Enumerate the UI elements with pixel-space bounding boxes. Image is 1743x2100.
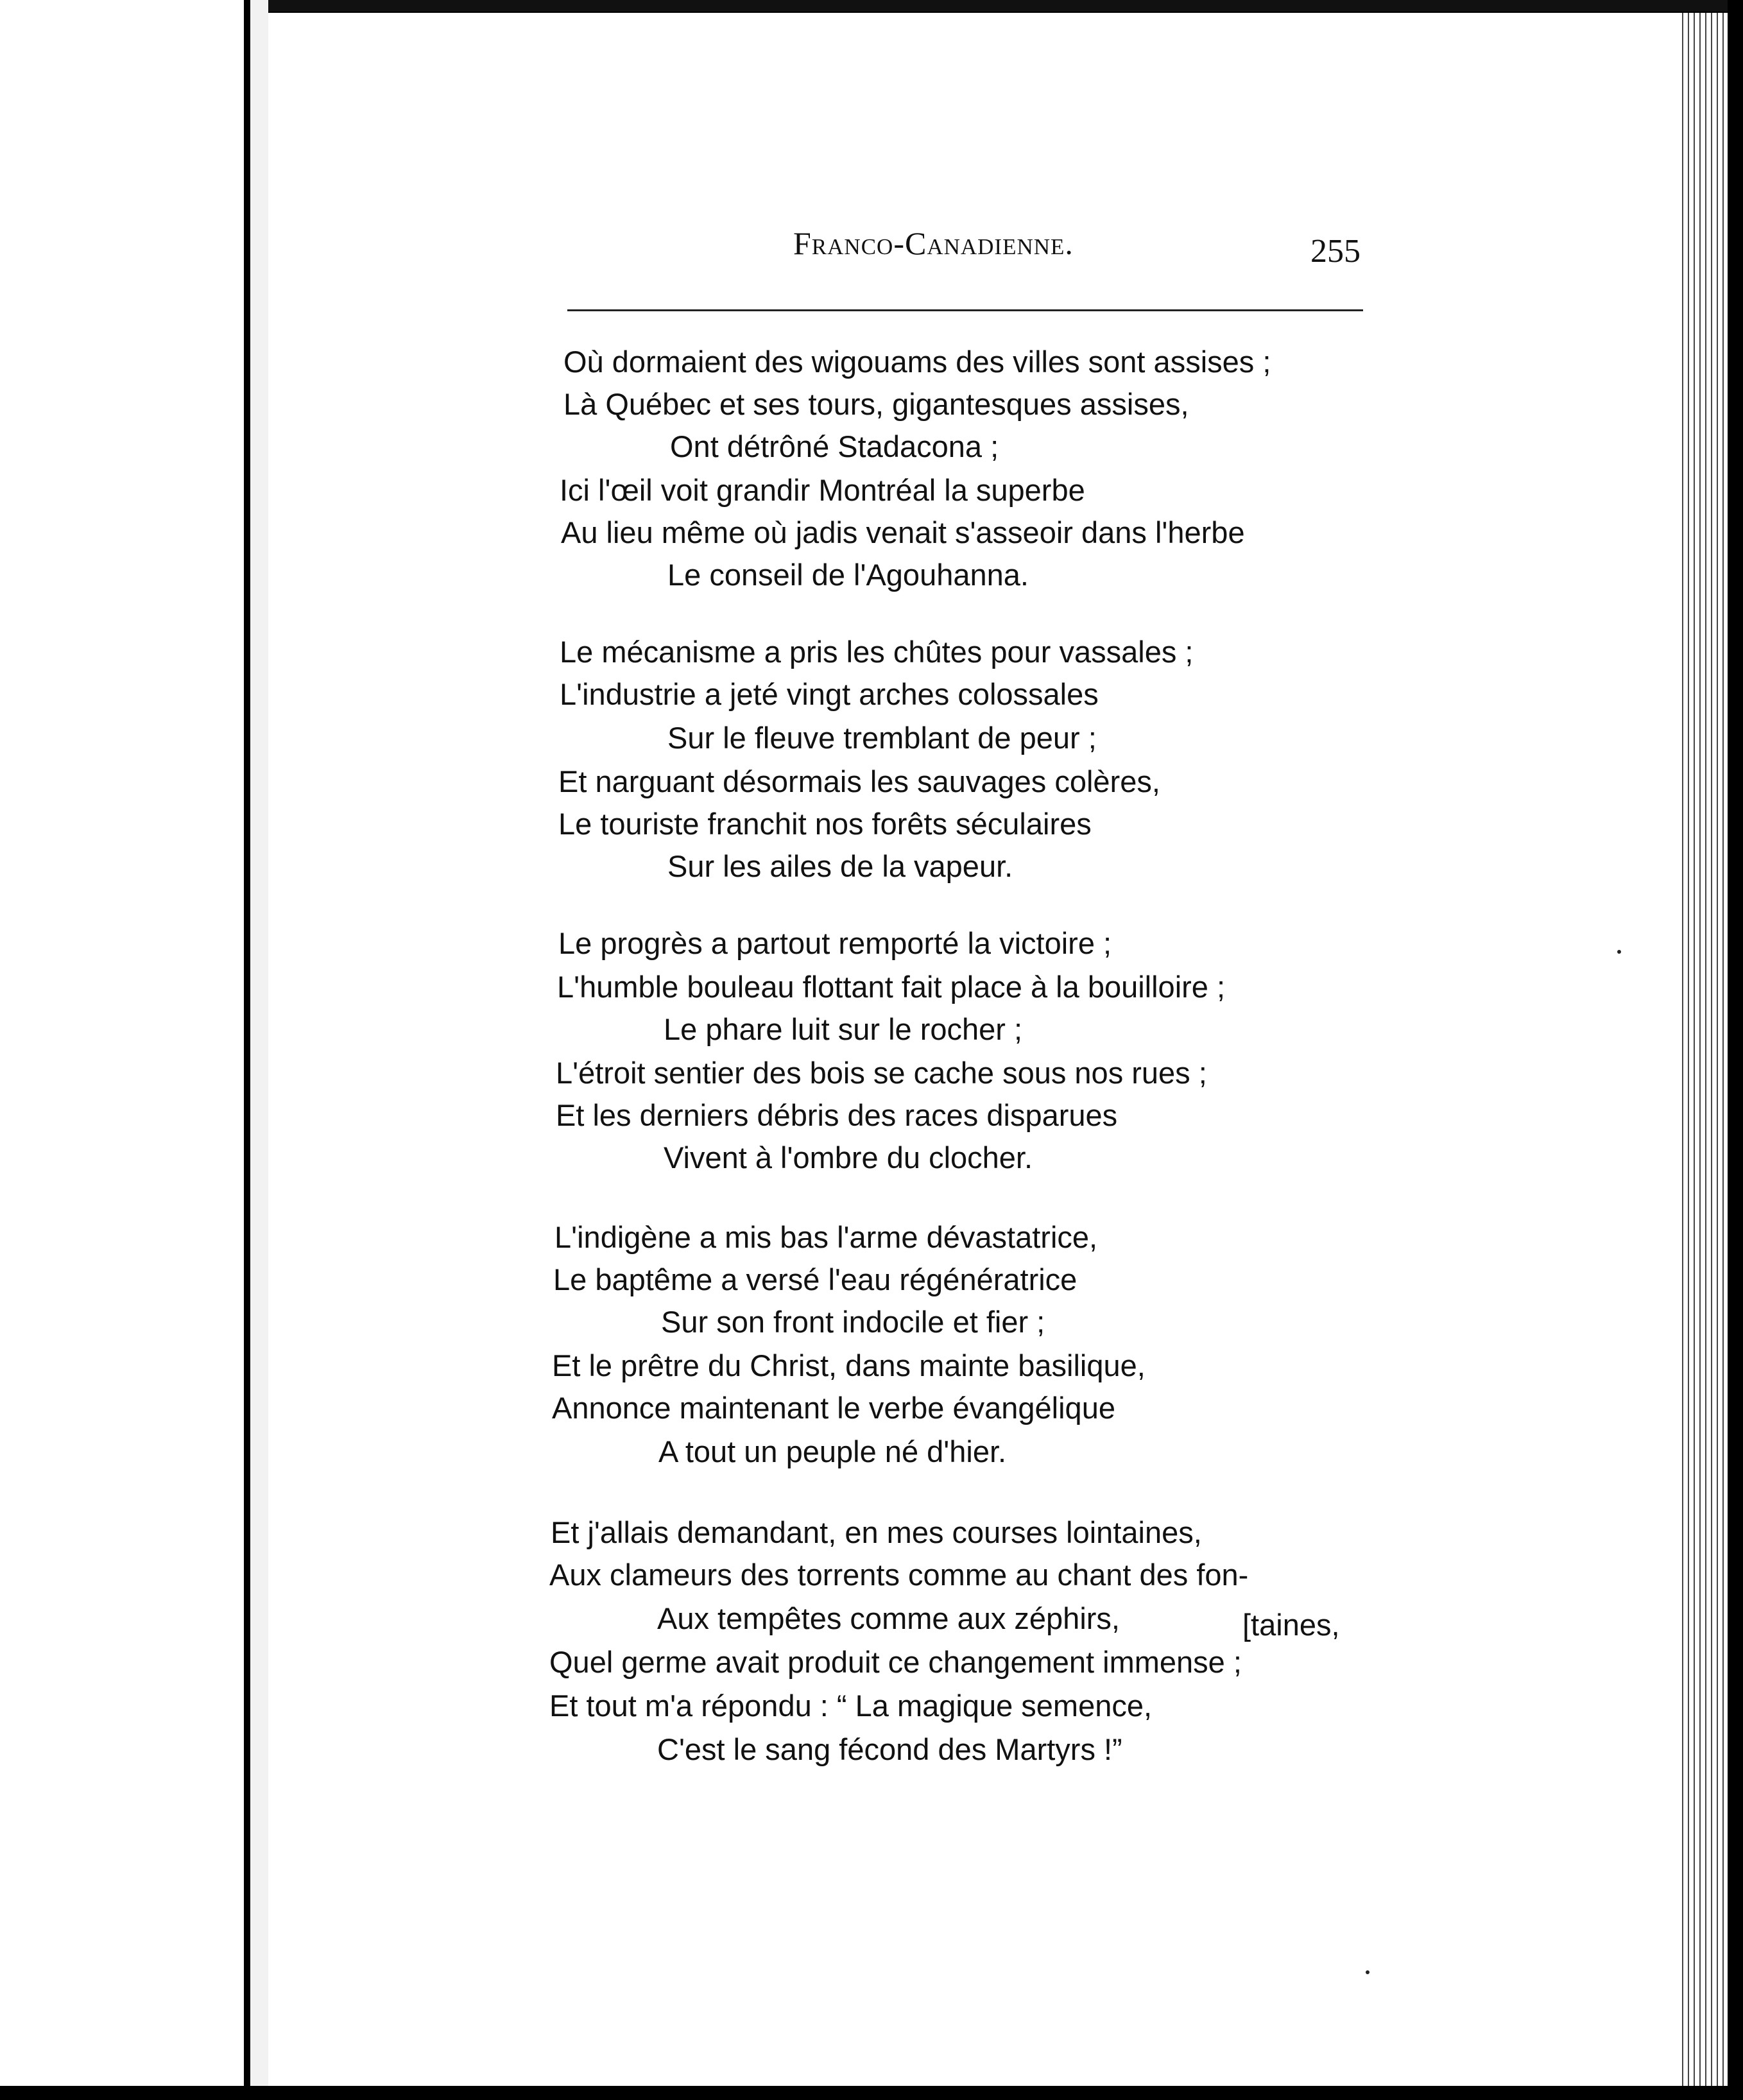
ink-speck <box>1617 950 1621 954</box>
verse-line-indented: Sur son front indocile et fier ; <box>661 1305 1045 1339</box>
verse-line: L'indigène a mis bas l'arme dévastatrice, <box>554 1220 1098 1254</box>
verse-line-indented: Ont détrôné Stadacona ; <box>670 429 999 463</box>
verse-line: L'industrie a jeté vingt arches colossales <box>560 677 1099 711</box>
verse-line-indented: Sur les ailes de la vapeur. <box>667 849 1013 883</box>
verse-line-indented: A tout un peuple né d'hier. <box>658 1434 1007 1468</box>
header-rule <box>567 309 1363 311</box>
page-number: 255 <box>1310 233 1361 270</box>
verse-line: Le mécanisme a pris les chûtes pour vassales ; <box>560 635 1194 669</box>
verse-line: Le baptême a versé l'eau régénératrice <box>553 1262 1078 1296</box>
running-title: Franco-Canadienne. <box>793 225 1074 261</box>
gutter-shadow <box>250 0 268 2100</box>
verse-line: Où dormaient des wigouams des villes sont assises ; <box>563 345 1271 379</box>
verse-line: Le touriste franchit nos forêts séculaires <box>558 807 1092 841</box>
verse-line-indented: Vivent à l'ombre du clocher. <box>664 1140 1033 1175</box>
verse-line: Et les derniers débris des races disparues <box>556 1098 1118 1132</box>
verse-line: Là Québec et ses tours, gigantesques assises, <box>563 387 1189 421</box>
verse-line-indented: Sur le fleuve tremblant de peur ; <box>667 721 1097 755</box>
verse-line: Et le prêtre du Christ, dans mainte basilique, <box>552 1348 1146 1382</box>
verse-line: L'humble bouleau flottant fait place à la bouilloire ; <box>557 970 1226 1004</box>
verse-line: Et narguant désormais les sauvages colères, <box>558 764 1160 798</box>
overflow-fragment: [taines, <box>1242 1608 1340 1642</box>
ink-speck <box>1366 1970 1370 1974</box>
right-scan-edge <box>1728 0 1743 2100</box>
verse-line: Annonce maintenant le verbe évangélique <box>552 1391 1115 1425</box>
facing-page-edge <box>0 0 244 2100</box>
book-gutter <box>244 0 250 2100</box>
verse-line: Quel germe avait produit ce changement immense ; <box>549 1645 1242 1679</box>
verse-line: Ici l'œil voit grandir Montréal la superbe <box>560 473 1085 507</box>
verse-line-indented: Le phare luit sur le rocher ; <box>664 1012 1023 1046</box>
stacked-page-edges <box>1678 13 1728 2086</box>
verse-line: L'étroit sentier des bois se cache sous nos rues ; <box>556 1056 1207 1090</box>
book-page <box>268 13 1678 2086</box>
verse-line-indented: C'est le sang fécond des Martyrs !” <box>657 1732 1122 1766</box>
verse-line-indented: Le conseil de l'Agouhanna. <box>667 558 1029 592</box>
verse-line: Aux clameurs des torrents comme au chant des fon- <box>549 1558 1249 1592</box>
verse-line: Et j'allais demandant, en mes courses lointaines, <box>551 1515 1202 1549</box>
verse-line: Le progrès a partout remporté la victoire ; <box>558 926 1112 960</box>
verse-line: Et tout m'a répondu : “ La magique semence, <box>549 1689 1153 1723</box>
bottom-scan-edge <box>0 2086 1743 2100</box>
verse-line-indented: Aux tempêtes comme aux zéphirs, <box>657 1601 1120 1635</box>
verse-line: Au lieu même où jadis venait s'asseoir dans l'herbe <box>561 515 1245 549</box>
